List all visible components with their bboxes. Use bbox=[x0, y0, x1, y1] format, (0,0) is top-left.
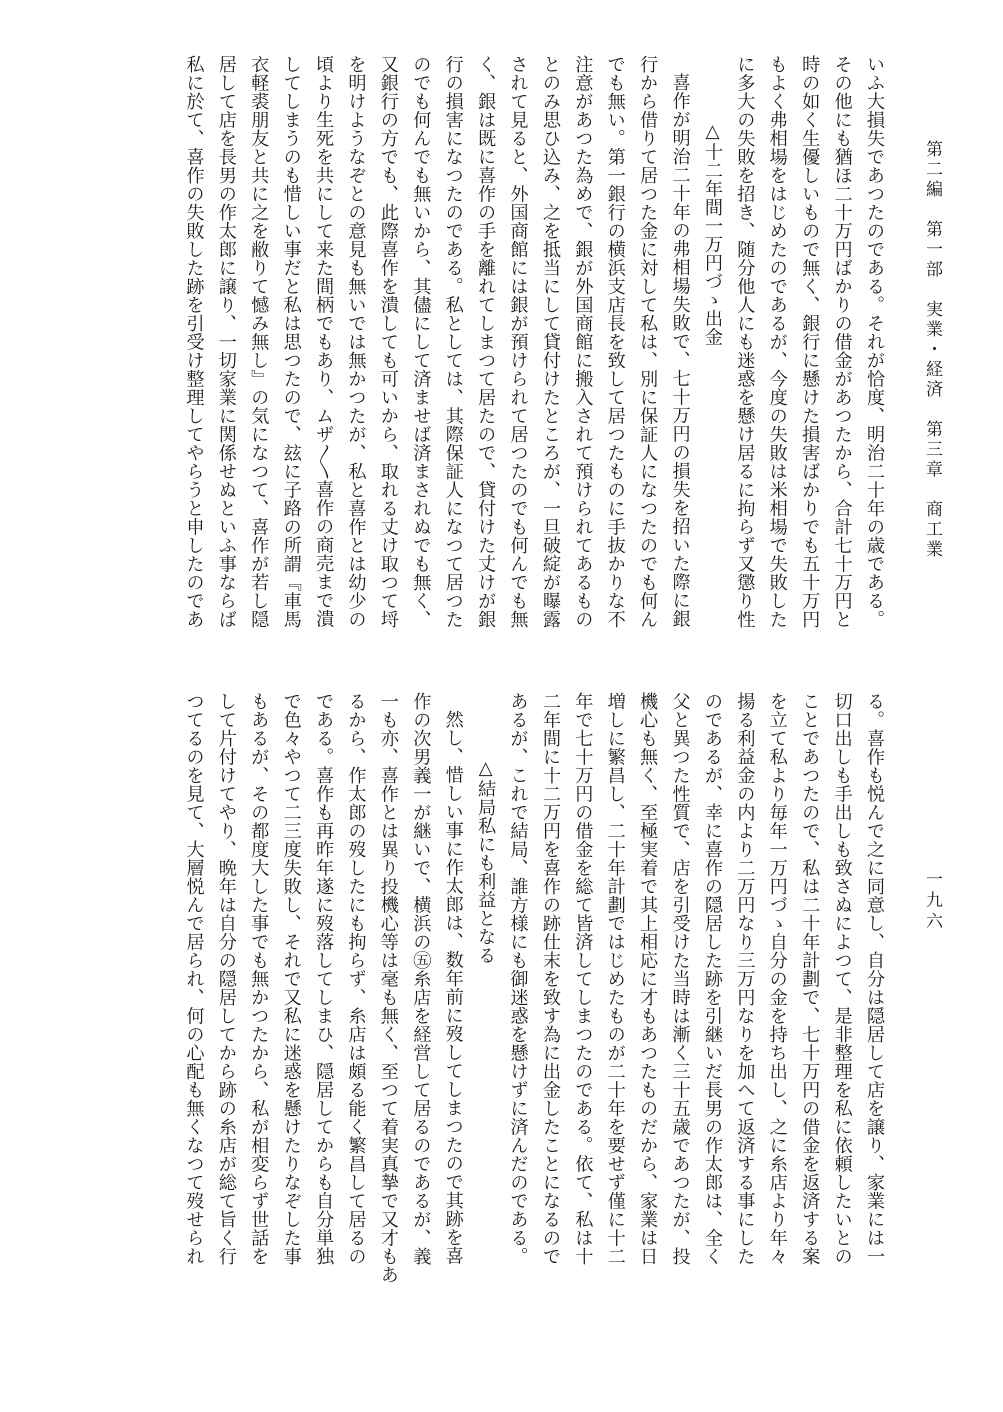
paragraph: いふ大損失であつたのである。それが恰度、明治二十年の歳である。 その他にも猶ほ二十万円ばかりの借金があつたから、合計七十万円と 時の如く生優しいもので無く、銀行に懸けた損害ばかりでも五十万円 もよく弗相場をはじめたのであるが、今度の失敗は米相場で失敗した に多大の失敗を招き、随分他人にも迷惑を懸け居るに拘らず又懲り性 bbox=[734, 55, 885, 629]
upper-text-block bbox=[70, 55, 890, 651]
paragraph: 然し、惜しい事に作太郎は、数年前に歿してしまつたので其跡を喜 作の次男義一が継いで、横浜の㊄糸店を経営して居るのであるが、義 一も亦、喜作とは異り投機心等は毫も無く、至つて着実真摯で又才もあ るから、作太郎の歿したにも拘らず、糸店は頗る能く繁昌して居るの である。喜作も再昨年遂に歿落してしまひ、隠居してからも自分単独 で色々やつて二三度失敗し、それで又私に迷惑を懸けたりなぞした事 もあるが、その都度大した事でも無かつたから、私が相変らず世話を して片付けてやり、晩年は自分の隠居してから跡の糸店が総て旨く行 つてるのを見て、大層悦んで居られ、何の心配も無くなつて歿せられ bbox=[183, 692, 464, 1284]
running-head: 第二編 第一部 実業・経済 第三章 商工業 bbox=[922, 140, 942, 560]
section-heading: △結局私にも利益となる bbox=[475, 757, 497, 964]
paragraph: る。喜作も悦んで之に同意し、自分は隠居して店を譲り、家業には一 切口出しも手出しも致さぬによつて、是非整理を私に依頼したいとの ことであつたので、私は二十年計劃で、七十万円の借金を返済する案 を立て私より毎年一万円づゝ自分の金を持ち出し、之に糸店より年々 揚る利益金の内より二万円なり三万円なりを加へて返済する事にした のであるが、幸に喜作の隠居した跡を引継いだ長男の作太郎は、全く 父と異つた性質で、店を引受けた当時は漸く三十五歳であつたが、投 機心も無く、至極実着で其上相応に才もあつたものだから、家業は日 増しに繁昌し、二十年計劃ではじめたものが二十年を要せず僅に十二 年で七十万円の借金を総て皆済してしまつたのである。依て、私は十 二年間に十二万円を喜作の跡仕末を致す為に出金したことになるので あるが、これで結局、誰方様にも御迷惑を懸けずに済んだのである。 bbox=[507, 692, 885, 1266]
page-number: 一九六 bbox=[922, 870, 942, 933]
lower-text-block bbox=[70, 692, 890, 1307]
section-heading: △十二年間一万円づゝ出金 bbox=[701, 120, 723, 346]
paragraph: 喜作が明治二十年の弗相場失敗で、七十万円の損失を招いた際に銀 行から借りて居つた金に対して私は、別に保証人になつたのでも何ん でも無い。第一銀行の横浜支店長を致して居つたものに手抜かりな不 注意があつた為めで、銀が外国商館に搬入されて預けられてあるもの とのみ思ひ込み、之を抵当にして貸付けたところが、一旦破綻が曝露 されて見ると、外国商館には銀が預けられて居つたのでも何んでも無 く、銀は既に喜作の手を離れてしまつて居たので、貸付けた丈けが銀 行の損害になつたのである。私としては、其際保証人になつて居つた のでも何んでも無いから、其儘にして済ませば済まされぬでも無く、 又銀行の方でも、此際喜作を潰しても可いから、取れる丈け取つて埒 を明けようなぞとの意見も無いでは無かつたが、私と喜作とは幼少の 頃より生死を共にして来た間柄でもあり、ムザ〳〵喜作の商売まで潰 してしまうのも惜しい事だと私は思つたので、玆に子路の所謂『車馬 衣軽裘朋友と共に之を敝りて憾み無し』の気になつて、喜作が若し隠 居して店を長男の作太郎に譲り、一切家業に関係せぬといふ事ならば 私に於て、喜作の失敗した跡を引受け整理してやらうと申したのであ bbox=[183, 55, 691, 629]
